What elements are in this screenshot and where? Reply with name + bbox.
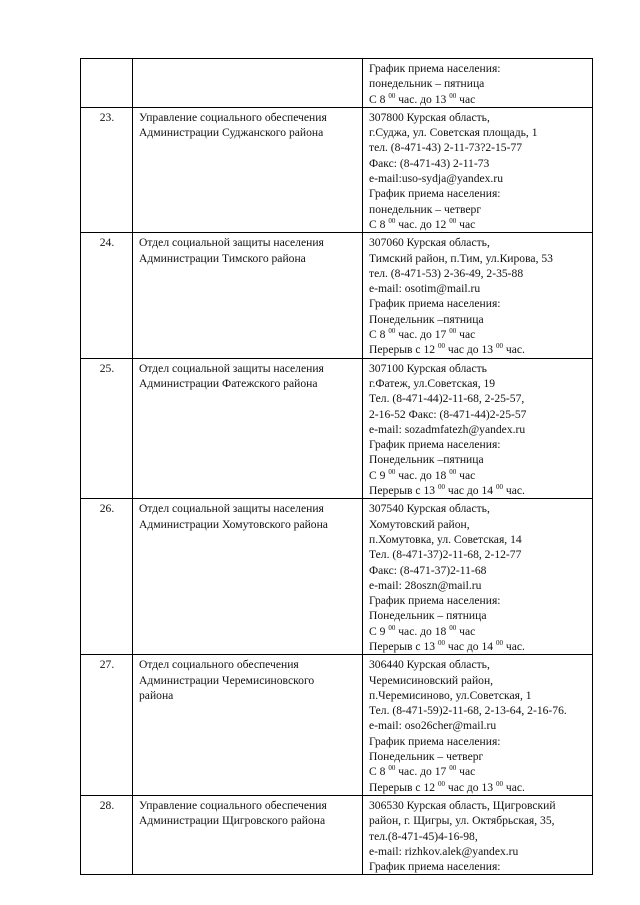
contact-line	[369, 547, 587, 562]
contact-text: e-mail: oso26cher@mail.ru	[369, 719, 497, 733]
time-minutes-superscript: 00	[388, 216, 396, 225]
time-minutes-superscript: 00	[495, 638, 503, 647]
agency-name-line: Управление социального обеспечения	[139, 798, 327, 812]
time-minutes-superscript: 00	[495, 483, 503, 492]
contact-text: График приема населения:	[369, 734, 501, 748]
contact-line	[369, 673, 587, 688]
contact-line	[369, 780, 587, 795]
contact-text: Понедельник – пятница	[369, 609, 487, 623]
contact-text: час	[456, 765, 476, 779]
row-number: 24.	[81, 233, 133, 358]
contact-line	[369, 391, 587, 406]
contact-text: Понедельник –пятница	[369, 312, 484, 326]
contact-line	[369, 468, 587, 483]
contact-text: Черемисиновский район,	[369, 673, 494, 687]
contact-line	[369, 608, 587, 623]
agency-name-line: Отдел социальной защиты населения	[139, 236, 324, 250]
time-minutes-superscript: 00	[449, 623, 457, 632]
contact-line	[369, 312, 587, 327]
table-row	[81, 59, 593, 108]
contact-text: С 9	[369, 624, 389, 638]
row-number: 25.	[81, 358, 133, 499]
time-minutes-superscript: 00	[495, 779, 503, 788]
contact-line	[369, 624, 587, 639]
agency-name-cell	[133, 358, 363, 499]
contact-line	[369, 501, 587, 516]
contact-line	[369, 593, 587, 608]
contact-text: час до 13	[444, 343, 496, 357]
contact-line	[369, 798, 587, 813]
row-number: 23.	[81, 107, 133, 232]
agencies-table	[80, 58, 593, 875]
contact-line	[369, 718, 587, 733]
row-number: 27.	[81, 655, 133, 796]
contact-text: г.Фатеж, ул.Советская, 19	[369, 376, 496, 390]
row-number: 28.	[81, 795, 133, 874]
agency-name-cell	[133, 107, 363, 232]
contact-text: тел. (8-471-43) 2-11-73?2-15-77	[369, 141, 523, 155]
contact-info-cell	[363, 358, 593, 499]
contact-text: График приема населения:	[369, 297, 501, 311]
contact-line	[369, 342, 587, 357]
row-number: 26.	[81, 499, 133, 655]
contact-text: С 9	[369, 468, 389, 482]
time-minutes-superscript: 00	[495, 342, 503, 351]
contact-text: 306530 Курская область, Щигровский	[369, 798, 556, 812]
contact-text: час	[456, 92, 476, 106]
contact-text: час. до 18	[395, 468, 450, 482]
time-minutes-superscript: 00	[437, 342, 445, 351]
contact-line	[369, 688, 587, 703]
contact-text: Перерыв с 13	[369, 484, 438, 498]
contact-text: Тел. (8-471-44)2-11-68, 2-25-57,	[369, 392, 525, 406]
contact-text: График приема населения:	[369, 438, 501, 452]
contact-line	[369, 734, 587, 749]
contact-text: час	[456, 328, 476, 342]
contact-text: 307100 Курская область	[369, 361, 487, 375]
contact-text: час. до 13	[395, 92, 450, 106]
contact-line	[369, 281, 587, 296]
contact-line	[369, 376, 587, 391]
contact-text: Факс: (8-471-37)2-11-68	[369, 563, 487, 577]
contact-text: e-mail: osotim@mail.ru	[369, 282, 481, 296]
contact-text: Тел. (8-471-59)2-11-68, 2-13-64, 2-16-76.	[369, 704, 567, 718]
contact-line	[369, 859, 587, 874]
contact-text: 307540 Курская область,	[369, 502, 490, 516]
contact-text: Перерыв с 12	[369, 343, 438, 357]
agency-name-cell	[133, 499, 363, 655]
contact-line	[369, 156, 587, 171]
contact-text: Перерыв с 13	[369, 639, 438, 653]
contact-text: e-mail: 28oszn@mail.ru	[369, 578, 482, 592]
contact-text: час.	[502, 343, 525, 357]
contact-line	[369, 92, 587, 107]
contact-text: час.	[502, 639, 525, 653]
contact-text: Факс: (8-471-43) 2-11-73	[369, 156, 490, 170]
agency-name-line: Отдел социальной защиты населения	[139, 502, 324, 516]
time-minutes-superscript: 00	[388, 623, 396, 632]
contact-line	[369, 829, 587, 844]
contact-text: С 8	[369, 92, 389, 106]
agency-name-cell	[133, 59, 363, 108]
contact-text: Хомутовский район,	[369, 517, 470, 531]
contact-text: г.Суджа, ул. Советская площадь, 1	[369, 126, 538, 140]
contact-text: e-mail: rizhkov.alek@yandex.ru	[369, 844, 519, 858]
time-minutes-superscript: 00	[437, 483, 445, 492]
agency-name-line: Администрации Фатежского района	[139, 376, 318, 390]
time-minutes-superscript: 00	[437, 638, 445, 647]
contact-line	[369, 483, 587, 498]
contact-text: Перерыв с 12	[369, 780, 438, 794]
contact-text: понедельник – пятница	[369, 77, 485, 91]
contact-text: С 8	[369, 328, 389, 342]
contact-line	[369, 76, 587, 91]
contact-line	[369, 639, 587, 654]
contact-text: e-mail:uso-sydja@yandex.ru	[369, 172, 503, 186]
contact-line	[369, 813, 587, 828]
contact-line	[369, 266, 587, 281]
contact-text: час. до 18	[395, 624, 450, 638]
contact-line	[369, 844, 587, 859]
agency-name-cell	[133, 655, 363, 796]
contact-text: e-mail: sozadmfatezh@yandex.ru	[369, 422, 526, 436]
contact-text: График приема населения:	[369, 594, 501, 608]
time-minutes-superscript: 00	[388, 764, 396, 773]
contact-line	[369, 186, 587, 201]
contact-line	[369, 532, 587, 547]
contact-text: 307060 Курская область,	[369, 236, 490, 250]
time-minutes-superscript: 00	[388, 91, 396, 100]
contact-line	[369, 235, 587, 250]
contact-line	[369, 563, 587, 578]
contact-text: График приема населения:	[369, 62, 501, 75]
contact-text: час	[456, 217, 476, 231]
contact-text: понедельник – четверг	[369, 202, 482, 216]
contact-info-cell	[363, 59, 593, 108]
agency-name-line: Отдел социальной защиты населения	[139, 361, 324, 375]
time-minutes-superscript: 00	[388, 327, 396, 336]
contact-text: График приема населения:	[369, 187, 501, 201]
contact-info-cell	[363, 233, 593, 358]
agency-name-line: района	[139, 688, 174, 702]
contact-line	[369, 578, 587, 593]
contact-text: час.	[502, 484, 525, 498]
contact-text: 2-16-52 Факс: (8-471-44)2-25-57	[369, 407, 527, 421]
contact-text: п.Хомутовка, ул. Советская, 14	[369, 532, 522, 546]
contact-line	[369, 140, 587, 155]
table-row	[81, 795, 593, 874]
agency-name-line: Администрации Хомутовского района	[139, 517, 328, 531]
contact-line	[369, 517, 587, 532]
contact-line	[369, 764, 587, 779]
agency-name-cell	[133, 233, 363, 358]
agency-name-line: Отдел социального обеспечения	[139, 658, 299, 672]
time-minutes-superscript: 00	[437, 779, 445, 788]
contact-text: час. до 17	[395, 765, 450, 779]
contact-text: час. до 17	[395, 328, 450, 342]
agency-name-line: Администрации Суджанского района	[139, 126, 324, 140]
agency-name-line: Администрации Тимского района	[139, 251, 306, 265]
contact-line	[369, 452, 587, 467]
contact-text: час	[456, 624, 476, 638]
contact-line	[369, 296, 587, 311]
contact-text: час. до 12	[395, 217, 450, 231]
contact-text: Тимский район, п.Тим, ул.Кирова, 53	[369, 251, 553, 265]
contact-line	[369, 749, 587, 764]
contact-text: час до 14	[444, 639, 496, 653]
contact-text: 306440 Курская область,	[369, 658, 490, 672]
contact-text: час до 14	[444, 484, 496, 498]
time-minutes-superscript: 00	[449, 327, 457, 336]
contact-text: час	[456, 468, 476, 482]
contact-text: час до 13	[444, 780, 496, 794]
contact-line	[369, 110, 587, 125]
contact-text: тел.(8-471-45)4-16-98,	[369, 829, 478, 843]
contact-text: 307800 Курская область,	[369, 110, 490, 124]
contact-text: час.	[502, 780, 525, 794]
contact-text: Понедельник –пятница	[369, 453, 484, 467]
contact-text: п.Черемисиново, ул.Советская, 1	[369, 688, 532, 702]
contact-line	[369, 61, 587, 76]
contact-line	[369, 251, 587, 266]
agency-name-line: Администрации Черемисиновского	[139, 673, 315, 687]
contact-line	[369, 407, 587, 422]
contact-line	[369, 217, 587, 232]
row-number	[81, 59, 133, 108]
contact-text: район, г. Щигры, ул. Октябрьская, 35,	[369, 814, 555, 828]
table-row	[81, 233, 593, 358]
contact-info-cell	[363, 655, 593, 796]
contact-info-cell	[363, 499, 593, 655]
agency-name-line: Администрации Щигровского района	[139, 814, 326, 828]
contact-line	[369, 657, 587, 672]
time-minutes-superscript: 00	[449, 91, 457, 100]
contact-line	[369, 361, 587, 376]
contact-text: Тел. (8-471-37)2-11-68, 2-12-77	[369, 548, 522, 562]
agency-name-line: Управление социального обеспечения	[139, 110, 327, 124]
time-minutes-superscript: 00	[449, 764, 457, 773]
contact-line	[369, 422, 587, 437]
table-row	[81, 358, 593, 499]
time-minutes-superscript: 00	[449, 467, 457, 476]
table-row	[81, 107, 593, 232]
agency-name-cell	[133, 795, 363, 874]
contact-text: С 8	[369, 217, 389, 231]
contact-text: График приема населения:	[369, 860, 501, 874]
contact-info-cell	[363, 107, 593, 232]
table-row	[81, 499, 593, 655]
contact-text: тел. (8-471-53) 2-36-49, 2-35-88	[369, 266, 524, 280]
contact-text: С 8	[369, 765, 389, 779]
time-minutes-superscript: 00	[388, 467, 396, 476]
contact-line	[369, 202, 587, 217]
contact-line	[369, 125, 587, 140]
contact-info-cell	[363, 795, 593, 874]
table-row	[81, 655, 593, 796]
time-minutes-superscript: 00	[449, 216, 457, 225]
contact-line	[369, 327, 587, 342]
contact-line	[369, 437, 587, 452]
contact-text: Понедельник – четверг	[369, 750, 484, 764]
contact-line	[369, 703, 587, 718]
contact-line	[369, 171, 587, 186]
